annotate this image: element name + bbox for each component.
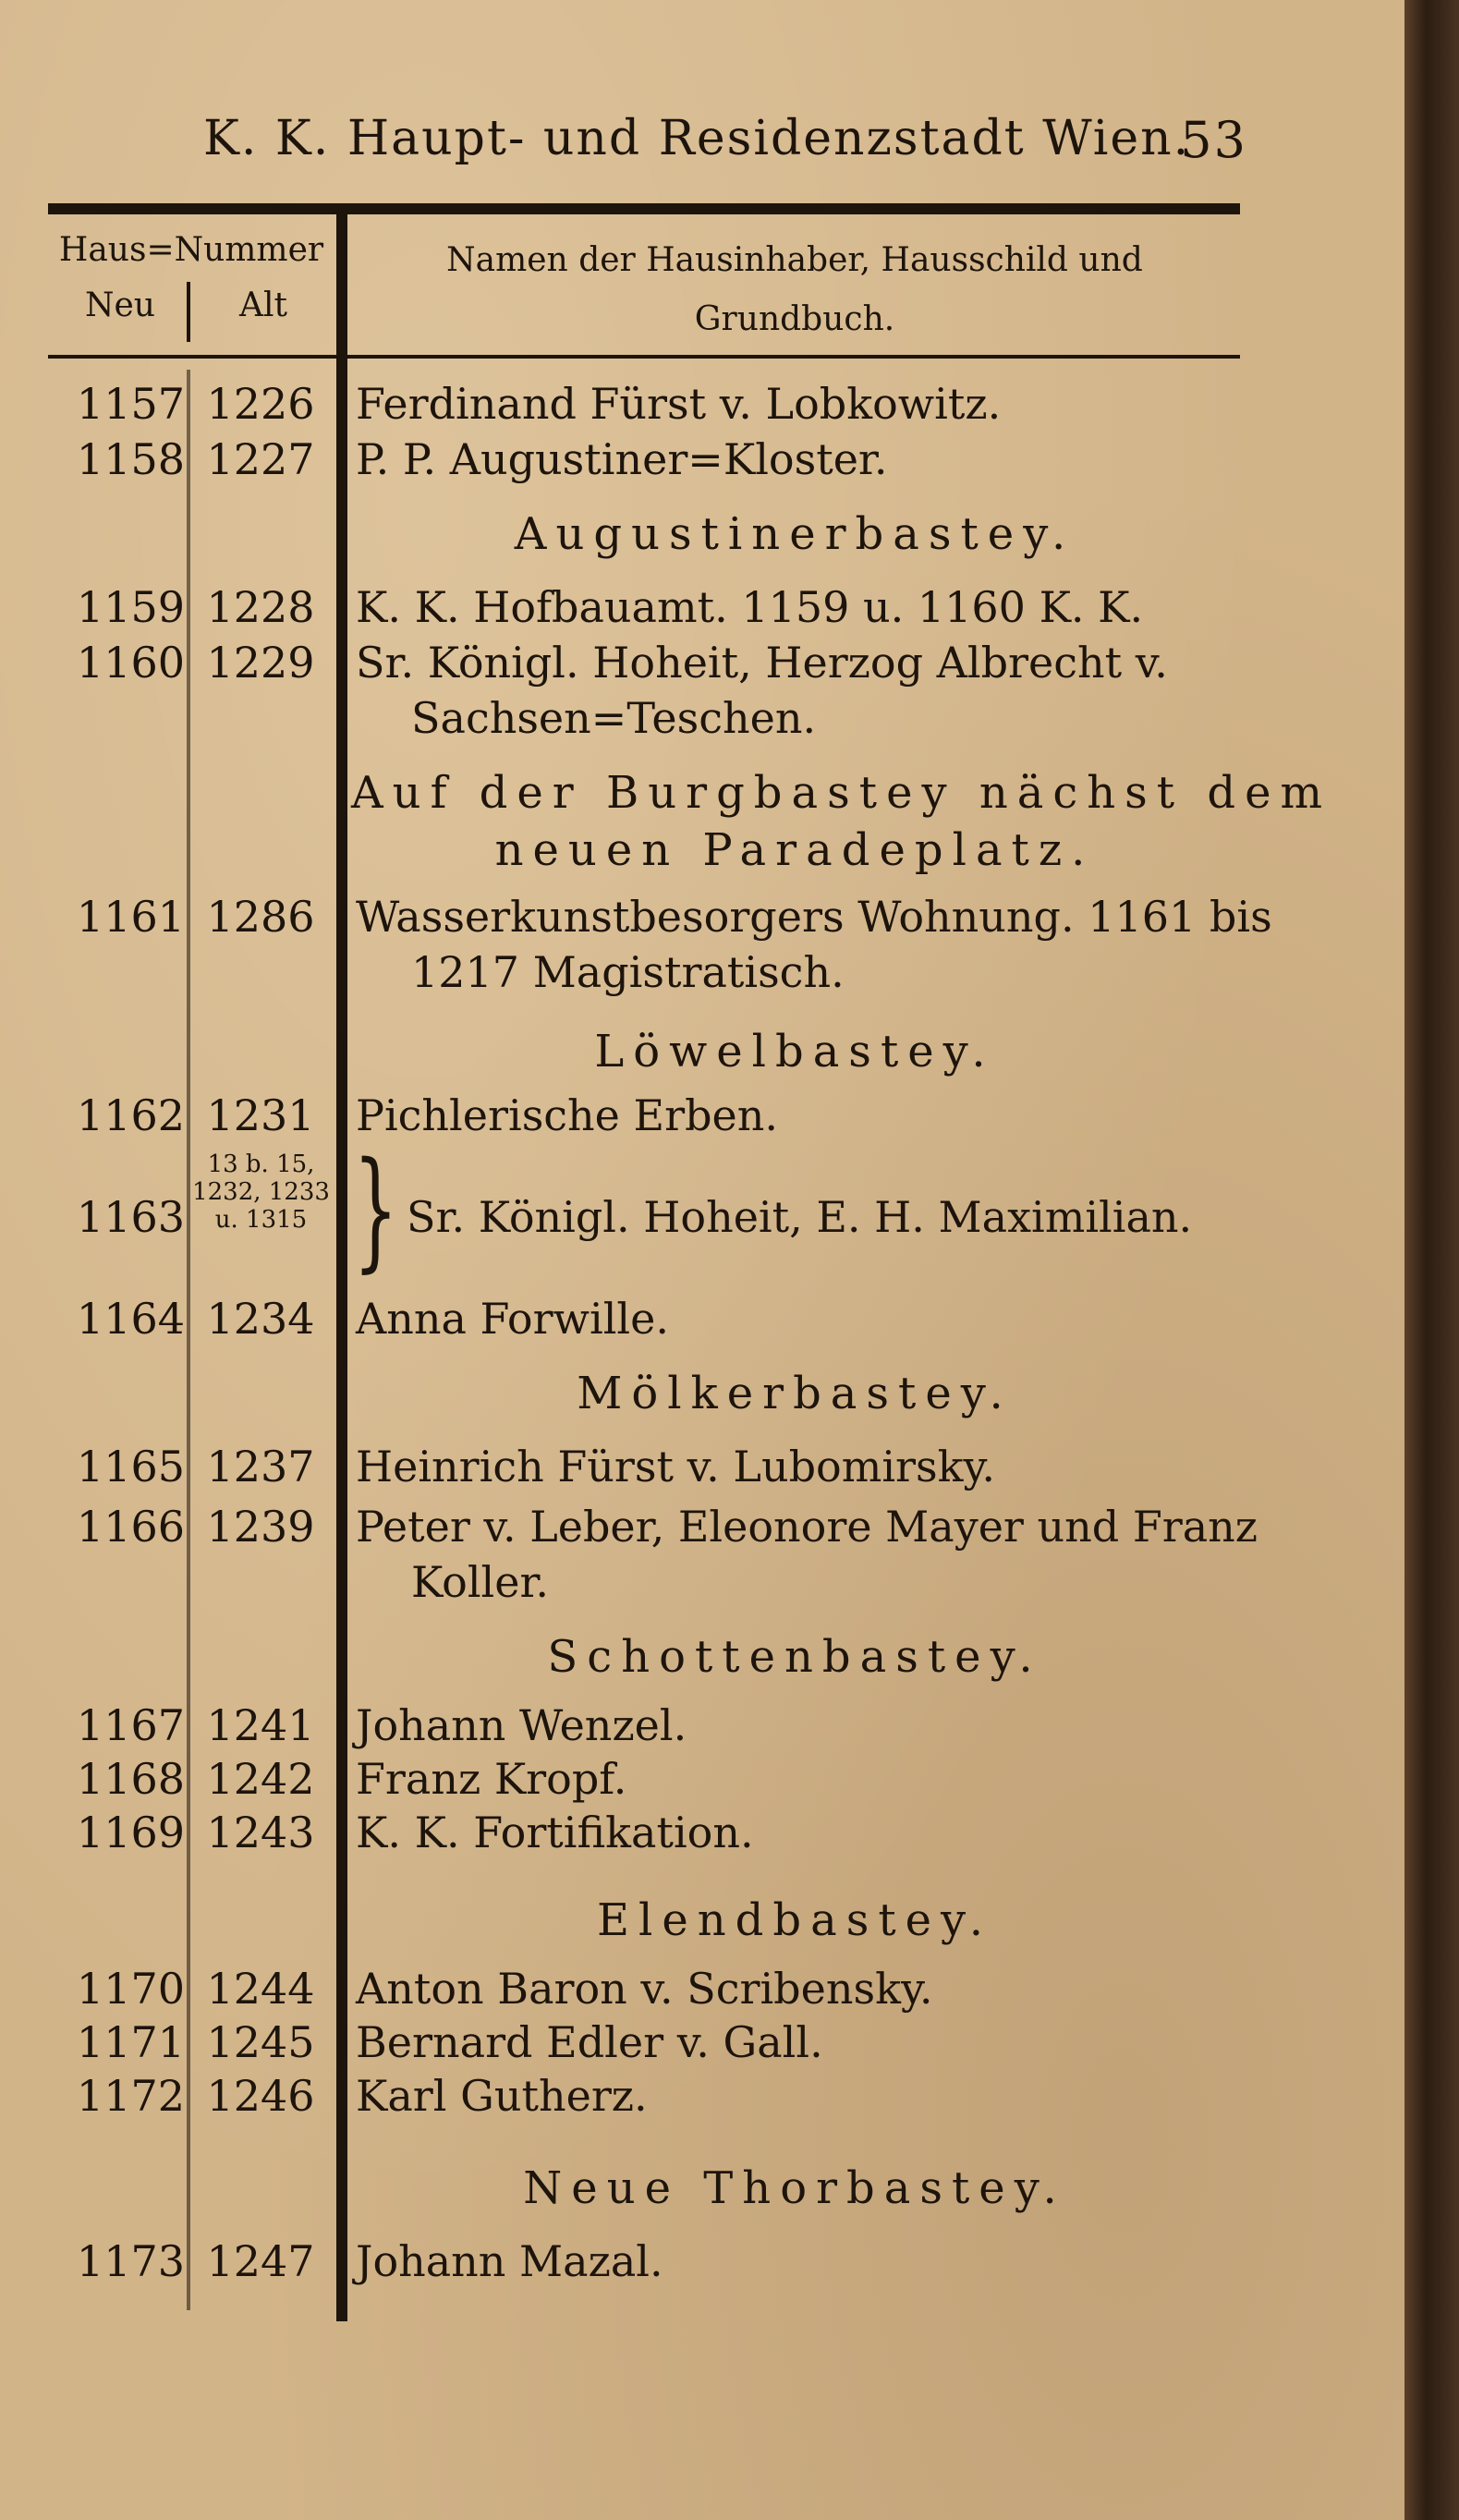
column-header-names-line1: Namen der Hausinhaber, Hausschild und — [446, 241, 1143, 279]
house-number-alt: 1286 — [206, 892, 315, 942]
owner-name: Anton Baron v. Scribensky. — [356, 1964, 933, 2014]
table-row — [0, 582, 1404, 638]
table-row — [0, 379, 1404, 434]
owner-name-continuation: 1217 Magistratisch. — [411, 947, 845, 997]
house-number-neu: 1170 — [76, 1964, 185, 2014]
house-number-alt: 1239 — [206, 1502, 315, 1552]
running-head — [203, 111, 1247, 176]
page-number: 53 — [1180, 111, 1247, 169]
owner-name: K. K. Fortifikation. — [356, 1808, 754, 1857]
table-row — [0, 1964, 1404, 2019]
table-row — [0, 1294, 1404, 1349]
section-heading: Neue Thorbastey. — [523, 2162, 1066, 2214]
section-heading: Schottenbastey. — [547, 1631, 1042, 1683]
house-number-alt: 1231 — [206, 1090, 315, 1140]
house-number-alt: 1237 — [206, 1442, 315, 1491]
house-number-neu: 1157 — [76, 379, 185, 429]
column-header-alt: Alt — [239, 286, 287, 324]
header-rule-thick — [48, 203, 1240, 214]
table-row — [0, 1502, 1404, 1557]
table-row — [0, 638, 1404, 693]
owner-name: Sr. Königl. Hoheit, E. H. Maximilian. — [407, 1192, 1193, 1242]
owner-name: Sr. Königl. Hoheit, Herzog Albrecht v. — [356, 638, 1168, 688]
house-number-neu: 1166 — [76, 1502, 185, 1552]
house-number-alt: 1227 — [206, 434, 315, 484]
table-row — [0, 2017, 1404, 2073]
house-number-neu: 1158 — [76, 434, 185, 484]
section-heading-continuation: neuen Paradeplatz. — [494, 824, 1095, 876]
owner-name: Wasserkunstbesorgers Wohnung. 1161 bis — [356, 892, 1272, 942]
section-heading: Mölkerbastey. — [577, 1368, 1013, 1419]
house-number-neu: 1162 — [76, 1090, 185, 1140]
section-heading: Auf der Burgbastey nächst dem — [351, 767, 1331, 819]
table-row — [0, 1442, 1404, 1497]
house-number-neu: 1173 — [76, 2236, 185, 2286]
house-number-neu: 1171 — [76, 2017, 185, 2067]
owner-name: Johann Mazal. — [356, 2236, 663, 2286]
house-number-alt: 1245 — [206, 2017, 315, 2067]
table-row — [0, 2071, 1404, 2126]
page-edge — [1404, 0, 1459, 2520]
house-number-alt: 1229 — [206, 638, 315, 688]
house-number-alt: 1247 — [206, 2236, 315, 2286]
table-row — [0, 2236, 1404, 2292]
owner-name: Karl Gutherz. — [356, 2071, 648, 2121]
table-row — [0, 1808, 1404, 1863]
owner-name: Bernard Edler v. Gall. — [356, 2017, 823, 2067]
column-header-neu: Neu — [85, 286, 155, 324]
owner-name-continuation: Sachsen=Teschen. — [411, 693, 817, 743]
house-number-neu: 1161 — [76, 892, 185, 942]
header-rule-thin — [48, 355, 1240, 359]
column-header-house-number: Haus=Nummer — [58, 231, 324, 269]
header-column-divider — [187, 282, 190, 342]
house-number-neu: 1163 — [76, 1192, 185, 1242]
column-header-names — [351, 231, 1238, 349]
section-heading: Löwelbastey. — [594, 1026, 995, 1077]
owner-name: Franz Kropf. — [356, 1754, 627, 1804]
table-row — [0, 434, 1404, 490]
section-heading: Augustinerbastey. — [514, 508, 1076, 560]
house-number-alt: 1244 — [206, 1964, 315, 2014]
house-number-neu: 1168 — [76, 1754, 185, 1804]
house-number-neu: 1165 — [76, 1442, 185, 1491]
house-number-alt: 1226 — [206, 379, 315, 429]
section-heading: Elendbastey. — [596, 1894, 993, 1946]
owner-name-continuation: Koller. — [411, 1557, 550, 1607]
house-number-neu: 1172 — [76, 2071, 185, 2121]
house-number-alt: 1243 — [206, 1808, 315, 1857]
house-number-alt: 1246 — [206, 2071, 315, 2121]
house-number-neu: 1169 — [76, 1808, 185, 1857]
owner-name: Anna Forwille. — [356, 1294, 669, 1344]
owner-name: P. P. Augustiner=Kloster. — [356, 434, 888, 484]
house-number-neu: 1160 — [76, 638, 185, 688]
owner-name: Heinrich Fürst v. Lubomirsky. — [356, 1442, 996, 1491]
table-row — [0, 1700, 1404, 1756]
column-header-names-line2: Grundbuch. — [694, 300, 895, 338]
house-number-neu: 1164 — [76, 1294, 185, 1344]
house-number-alt: 1234 — [206, 1294, 315, 1344]
owner-name: Johann Wenzel. — [356, 1700, 687, 1750]
owner-name: Pichlerische Erben. — [356, 1090, 779, 1140]
brace-glyph: } — [353, 1135, 398, 1285]
owner-name: K. K. Hofbauamt. 1159 u. 1160 K. K. — [356, 582, 1144, 632]
table-row — [0, 1090, 1404, 1146]
house-number-alt: 1228 — [206, 582, 315, 632]
running-title: K. K. Haupt- und Residenzstadt Wien. — [203, 111, 1191, 166]
house-number-neu: 1159 — [76, 582, 185, 632]
table-row — [0, 1754, 1404, 1809]
house-number-alt: 1241 — [206, 1700, 315, 1750]
house-number-alt: 1242 — [206, 1754, 315, 1804]
owner-name: Ferdinand Fürst v. Lobkowitz. — [356, 379, 1002, 429]
house-number-neu: 1167 — [76, 1700, 185, 1750]
house-number-alt-multi: 13 b. 15, 1232, 1233 u. 1315 — [192, 1150, 330, 1234]
owner-name: Peter v. Leber, Eleonore Mayer und Franz — [356, 1502, 1258, 1552]
table-row — [0, 892, 1404, 947]
